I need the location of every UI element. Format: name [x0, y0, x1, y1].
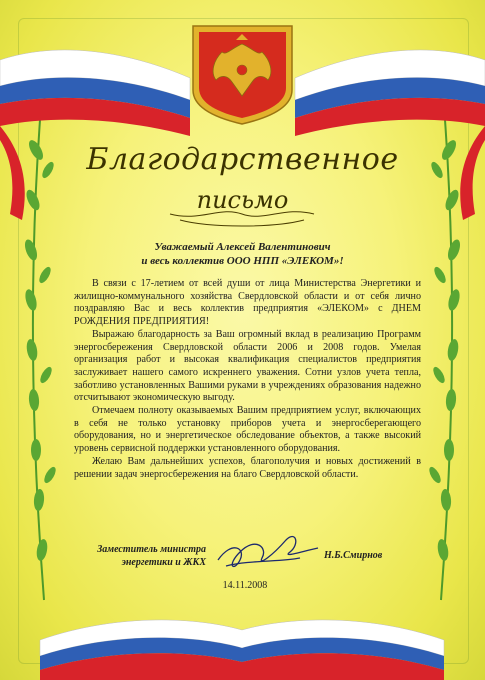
signer-name: Н.Б.Смирнов — [324, 550, 383, 561]
paragraph: В связи с 17-летием от всей души от лица Министерства Энергетики и жилищно-коммунального хозяйства Свердловской области и от себя лично поздравляю Вас и весь коллектив предприятия «ЭЛЕКОМ» с ДНЕМ РОЖДЕНИЯ ПРЕДПРИЯТИЯ! — [74, 278, 421, 328]
signer-position-line-1: Заместитель министра — [97, 544, 206, 555]
signer-position — [66, 543, 206, 569]
laurel-leaves-right — [427, 138, 462, 562]
laurel-leaves-left — [23, 138, 58, 562]
title-line-2: письмо — [196, 186, 289, 214]
title-line-1: Благодарственное — [86, 142, 399, 177]
greeting-line-2: и весь коллектив ООО НПП «ЭЛЕКОМ»! — [141, 255, 344, 267]
signature-icon — [218, 537, 318, 567]
greeting-line-1: Уважаемый Алексей Валентинович — [154, 241, 331, 253]
greeting — [60, 240, 425, 268]
coat-of-arms-icon — [193, 26, 292, 124]
paragraph: Выражаю благодарность за Ваш огромный вклад в реализацию Программ энергосбережения Свердловской области 2006 и 2008 годов. Умелая организация работ и высокая квалификация специалистов предприятия заслуживает нашего самого искреннего уважения. Сотни узлов учета тепла, заботливо установленных Вашими руками в учреждениях образования надежно отсчитывают экономическую выгоду. — [74, 328, 421, 404]
paragraph: Желаю Вам дальнейших успехов, благополучия и новых достижений в решении задач энергосбережения на благо Свердловской области. — [74, 455, 421, 480]
bottom-ribbon — [40, 620, 444, 680]
letter-body — [74, 278, 421, 481]
signer-position-line-2: энергетики и ЖКХ — [121, 557, 206, 568]
letter-date: 14.11.2008 — [222, 580, 268, 591]
paragraph: Отмечаем полноту оказываемых Вашим предприятием услуг, включающих в себя не только установку приборов учета и энергосберегающего оборудования, но и энергетическое обследование объектов, а также высокий уровень сервисной поддержки установленного оборудования. — [74, 405, 421, 455]
